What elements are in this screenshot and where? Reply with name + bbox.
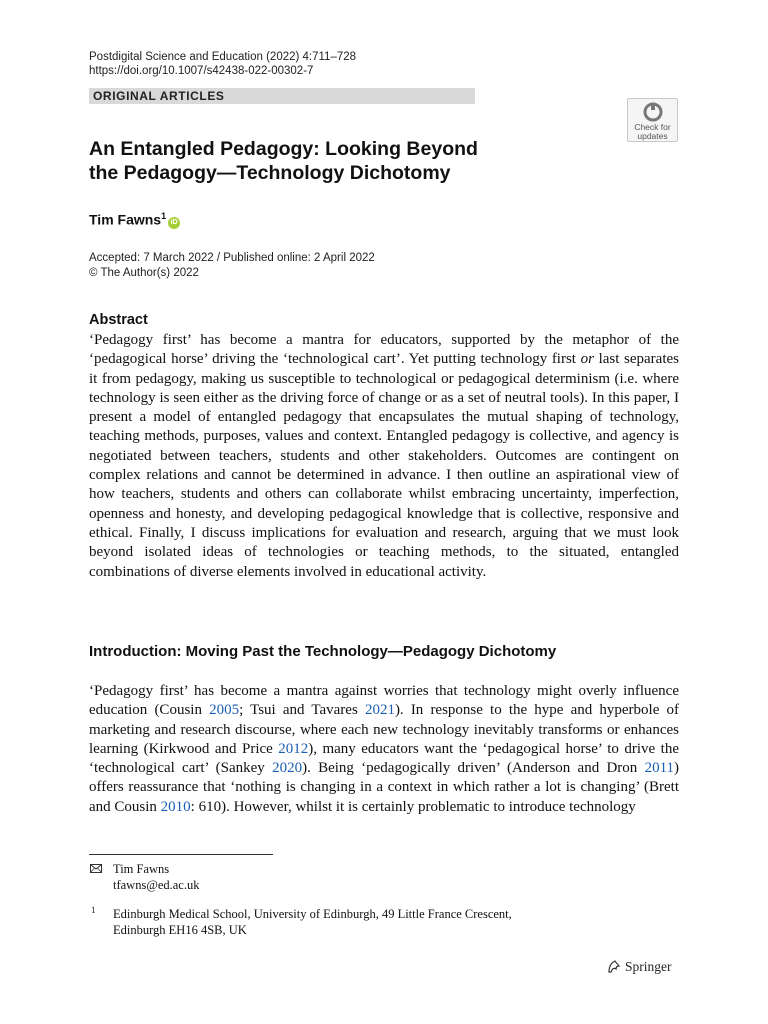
publisher-logo [606, 959, 672, 975]
contact-name: Tim Fawns [113, 862, 170, 876]
intro-text-5: ). Being ‘pedagogically driven’ (Anderson and Dron [302, 760, 645, 777]
title-line-1: An Entangled Pedagogy: Looking Beyond [89, 138, 478, 160]
footnote-divider [89, 854, 273, 855]
abstract-emphasis: or [580, 351, 594, 368]
contact-email[interactable]: tfawns@ed.ac.uk [113, 878, 200, 892]
introduction-heading: Introduction: Moving Past the Technology—Pedagogy Dichotomy [89, 643, 557, 660]
check-updates-icon [643, 102, 663, 122]
author-line [89, 207, 180, 229]
affiliation-line-2: Edinburgh EH16 4SB, UK [113, 923, 247, 937]
badge-line2: updates [637, 131, 668, 141]
citation-link[interactable]: 2005 [209, 702, 240, 719]
abstract-part-2: last separates it from pedagogy, making us susceptible to technological or pedagogical determinism (i.e. where technology is seen either as the driving force of change or as a set of neutral tools). In this paper, I present a model of entangled pedagogy that encapsulates the mutual shaping of technology, teaching methods, purposes, values and context. Entangled pedagogy is collective, and agency is negotiated between teachers, students and other stakeholders. Outcomes are contingent on complex relations and cannot be determined in advance. I then outline an aspirational view of how teachers, students and others can collaborate whilst embracing uncertainty, imperfection, openness and honesty, and developing pedagogical knowledge that is collective, responsive and ethical. Finally, I discuss implications for evaluation and research, arguing that we must look beyond isolated ideas of technologies or teaching methods, to the situated, entangled combinations of diverse elements involved in educational activity. [89, 351, 679, 580]
section-label: ORIGINAL ARTICLES [93, 89, 225, 103]
publisher-name: Springer [625, 959, 672, 974]
citation-link[interactable]: 2012 [278, 740, 309, 757]
author-name[interactable]: Tim Fawns [89, 211, 162, 228]
intro-text-2: ; Tsui and Tavares [239, 702, 365, 719]
affiliation [113, 906, 583, 938]
abstract-text [89, 331, 679, 582]
envelope-icon [90, 864, 102, 873]
doi-link[interactable]: https://doi.org/10.1007/s42438-022-00302-7 [89, 65, 314, 77]
citation-link[interactable]: 2021 [364, 702, 395, 719]
orcid-icon[interactable]: iD [168, 217, 180, 229]
copyright: © The Author(s) 2022 [89, 266, 199, 279]
affiliation-line-1: Edinburgh Medical School, University of Edinburgh, 49 Little France Crescent, [113, 907, 512, 921]
intro-text-7: : 610). However, whilst it is certainly problematic to introduce technology [190, 798, 636, 815]
citation-link[interactable]: 2011 [644, 760, 675, 777]
springer-horse-icon [606, 959, 621, 974]
intro-text-1: ‘Pedagogy first’ has become a mantra against worries that technology might overly influence education (Cousin [89, 683, 679, 719]
journal-name: Postdigital Science and Education (2022) 4:711–728 [89, 51, 357, 63]
accepted-published: Accepted: 7 March 2022 / Published online: 2 April 2022 [89, 252, 375, 264]
intro-text-4: ), many educators want the ‘pedagogical horse’ to drive the ‘technological cart’ (Sankey [89, 740, 679, 777]
abstract-part-1: ‘Pedagogy first’ has become a mantra for educators, supported by the metaphor of the ‘pedagogical horse’ driving the ‘technological cart’. Yet putting technology first [89, 332, 679, 368]
article-title [89, 137, 509, 185]
affiliation-number: 1 [91, 905, 96, 915]
check-for-updates-badge[interactable] [627, 98, 678, 142]
title-line-2: the Pedagogy—Technology Dichotomy [89, 162, 451, 184]
author-affiliation-number: 1 [161, 211, 167, 221]
citation-link[interactable]: 2010 [160, 798, 191, 815]
intro-text-6: ) offers reassurance that ‘nothing is changing in a context in which rather a lot is changing’ (Brett and Cousin [89, 760, 680, 815]
citation-link[interactable]: 2020 [272, 760, 303, 777]
journal-citation [89, 50, 356, 78]
correspondence [113, 861, 199, 893]
intro-text-3: ). In response to the hype and hyperbole of marketing and research discourse, where each new technology inevitably transforms or enhances learning (Kirkwood and Price [89, 702, 679, 757]
badge-line1: Check for [634, 122, 671, 132]
abstract-heading: Abstract [89, 312, 148, 328]
publication-dates [89, 251, 375, 280]
introduction-text [89, 682, 679, 817]
